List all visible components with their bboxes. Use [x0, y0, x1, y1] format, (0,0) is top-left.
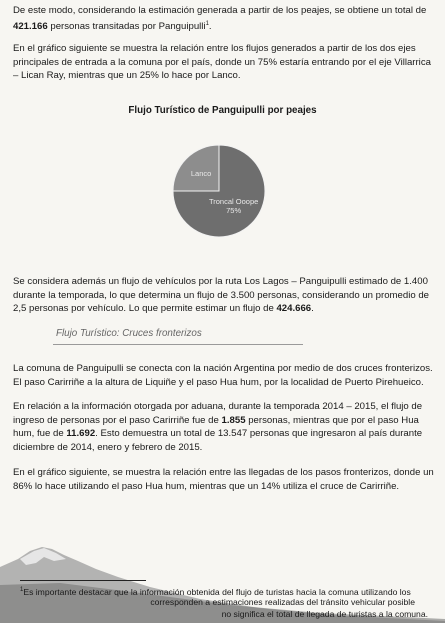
footnote-line3: no significa el total de llegada de turistas a la comuna.: [221, 609, 428, 619]
subheading-underline: [53, 344, 303, 345]
total-personas: 421.166: [13, 20, 48, 32]
huahum-value: 11.692: [66, 428, 96, 440]
footnote-line2: corresponden a estimaciones realizadas del tránsito vehicular posible: [150, 597, 415, 607]
para5-c: personas, mientras que por el paso Hua hum, fue de: [13, 414, 419, 440]
pie-label-0-1: 75%: [226, 206, 242, 216]
pie-label-0-0: Troncal Ooope: [208, 197, 259, 207]
paragraph-vehiculos: [13, 275, 435, 316]
pie-chart: [169, 141, 269, 241]
para1-end: .: [208, 20, 212, 32]
flujo-estimado: 424.666: [276, 303, 312, 315]
footnote-mark: 1: [20, 587, 24, 593]
pie-label-1-0: Lanco: [190, 169, 212, 179]
para3-text: Se considera además un flujo de vehículos por la ruta Los Lagos – Panguipulli estimado de 1.400 durante la temporada, lo que determina un flujo de 3.500 personas, considerando un promedio de 2,5 personas por vehículo. Lo que permite estimar un flujo de: [13, 276, 430, 315]
para5-d: . Esto demuestra un total de 13.547 personas que ingresaron al país durante diciembre de 2014, enero y febrero de 2015.: [13, 428, 423, 453]
section-subheading: Flujo Turístico: Cruces fronterizos: [56, 328, 202, 339]
paragraph-cruces: La comuna de Panguipulli se conecta con la nación Argentina por medio de dos cruces fronterizos. El paso Carirriñe a la altura de Liquiñe y el paso Hua hum, por la localidad de Puerto Pirehueico.: [13, 363, 433, 388]
paragraph-intro: [13, 4, 435, 33]
paragraph-llegadas: En el gráfico siguiente, se muestra la relación entre las llegadas de los pasos fronterizos, donde un 86% lo hace utilizando el paso Hua hum, mientras que un 14% utiliza el cruce de Carirriñe.: [13, 467, 434, 492]
para3-end: .: [311, 303, 314, 315]
para1-text: De este modo, considerando la estimación generada a partir de los peajes, se obtiene un total de: [13, 5, 427, 16]
carirrine-value: 1.855: [221, 414, 246, 426]
pie-slice-1: [173, 145, 219, 191]
footnote-text-1: Es importante destacar que la información obtenida del flujo de turistas hacia la comuna utilizando los: [23, 586, 411, 597]
chart-title: Flujo Turístico de Panguipulli por peajes: [128, 105, 317, 116]
para5-a: En relación a la información otorgada por aduana, durante la temporada 2014 – 2015, el flujo de ingreso de personas por el paso Carirriñe fue de: [13, 401, 423, 426]
paragraph-flujos: En el gráfico siguiente se muestra la relación entre los flujos generados a partir de los dos ejes principales de entrada a la comuna por el país, donde un 75% estaría entrando por el eje Villarrica – Lican Ray, mientras que un 25% lo hace por Lanco.: [13, 43, 431, 82]
para1-text-b: personas transitadas por Panguipulli: [50, 20, 206, 32]
paragraph-aduana: [13, 400, 435, 454]
footnote-separator: [20, 580, 146, 581]
footnote-ref[interactable]: 1: [205, 20, 209, 27]
